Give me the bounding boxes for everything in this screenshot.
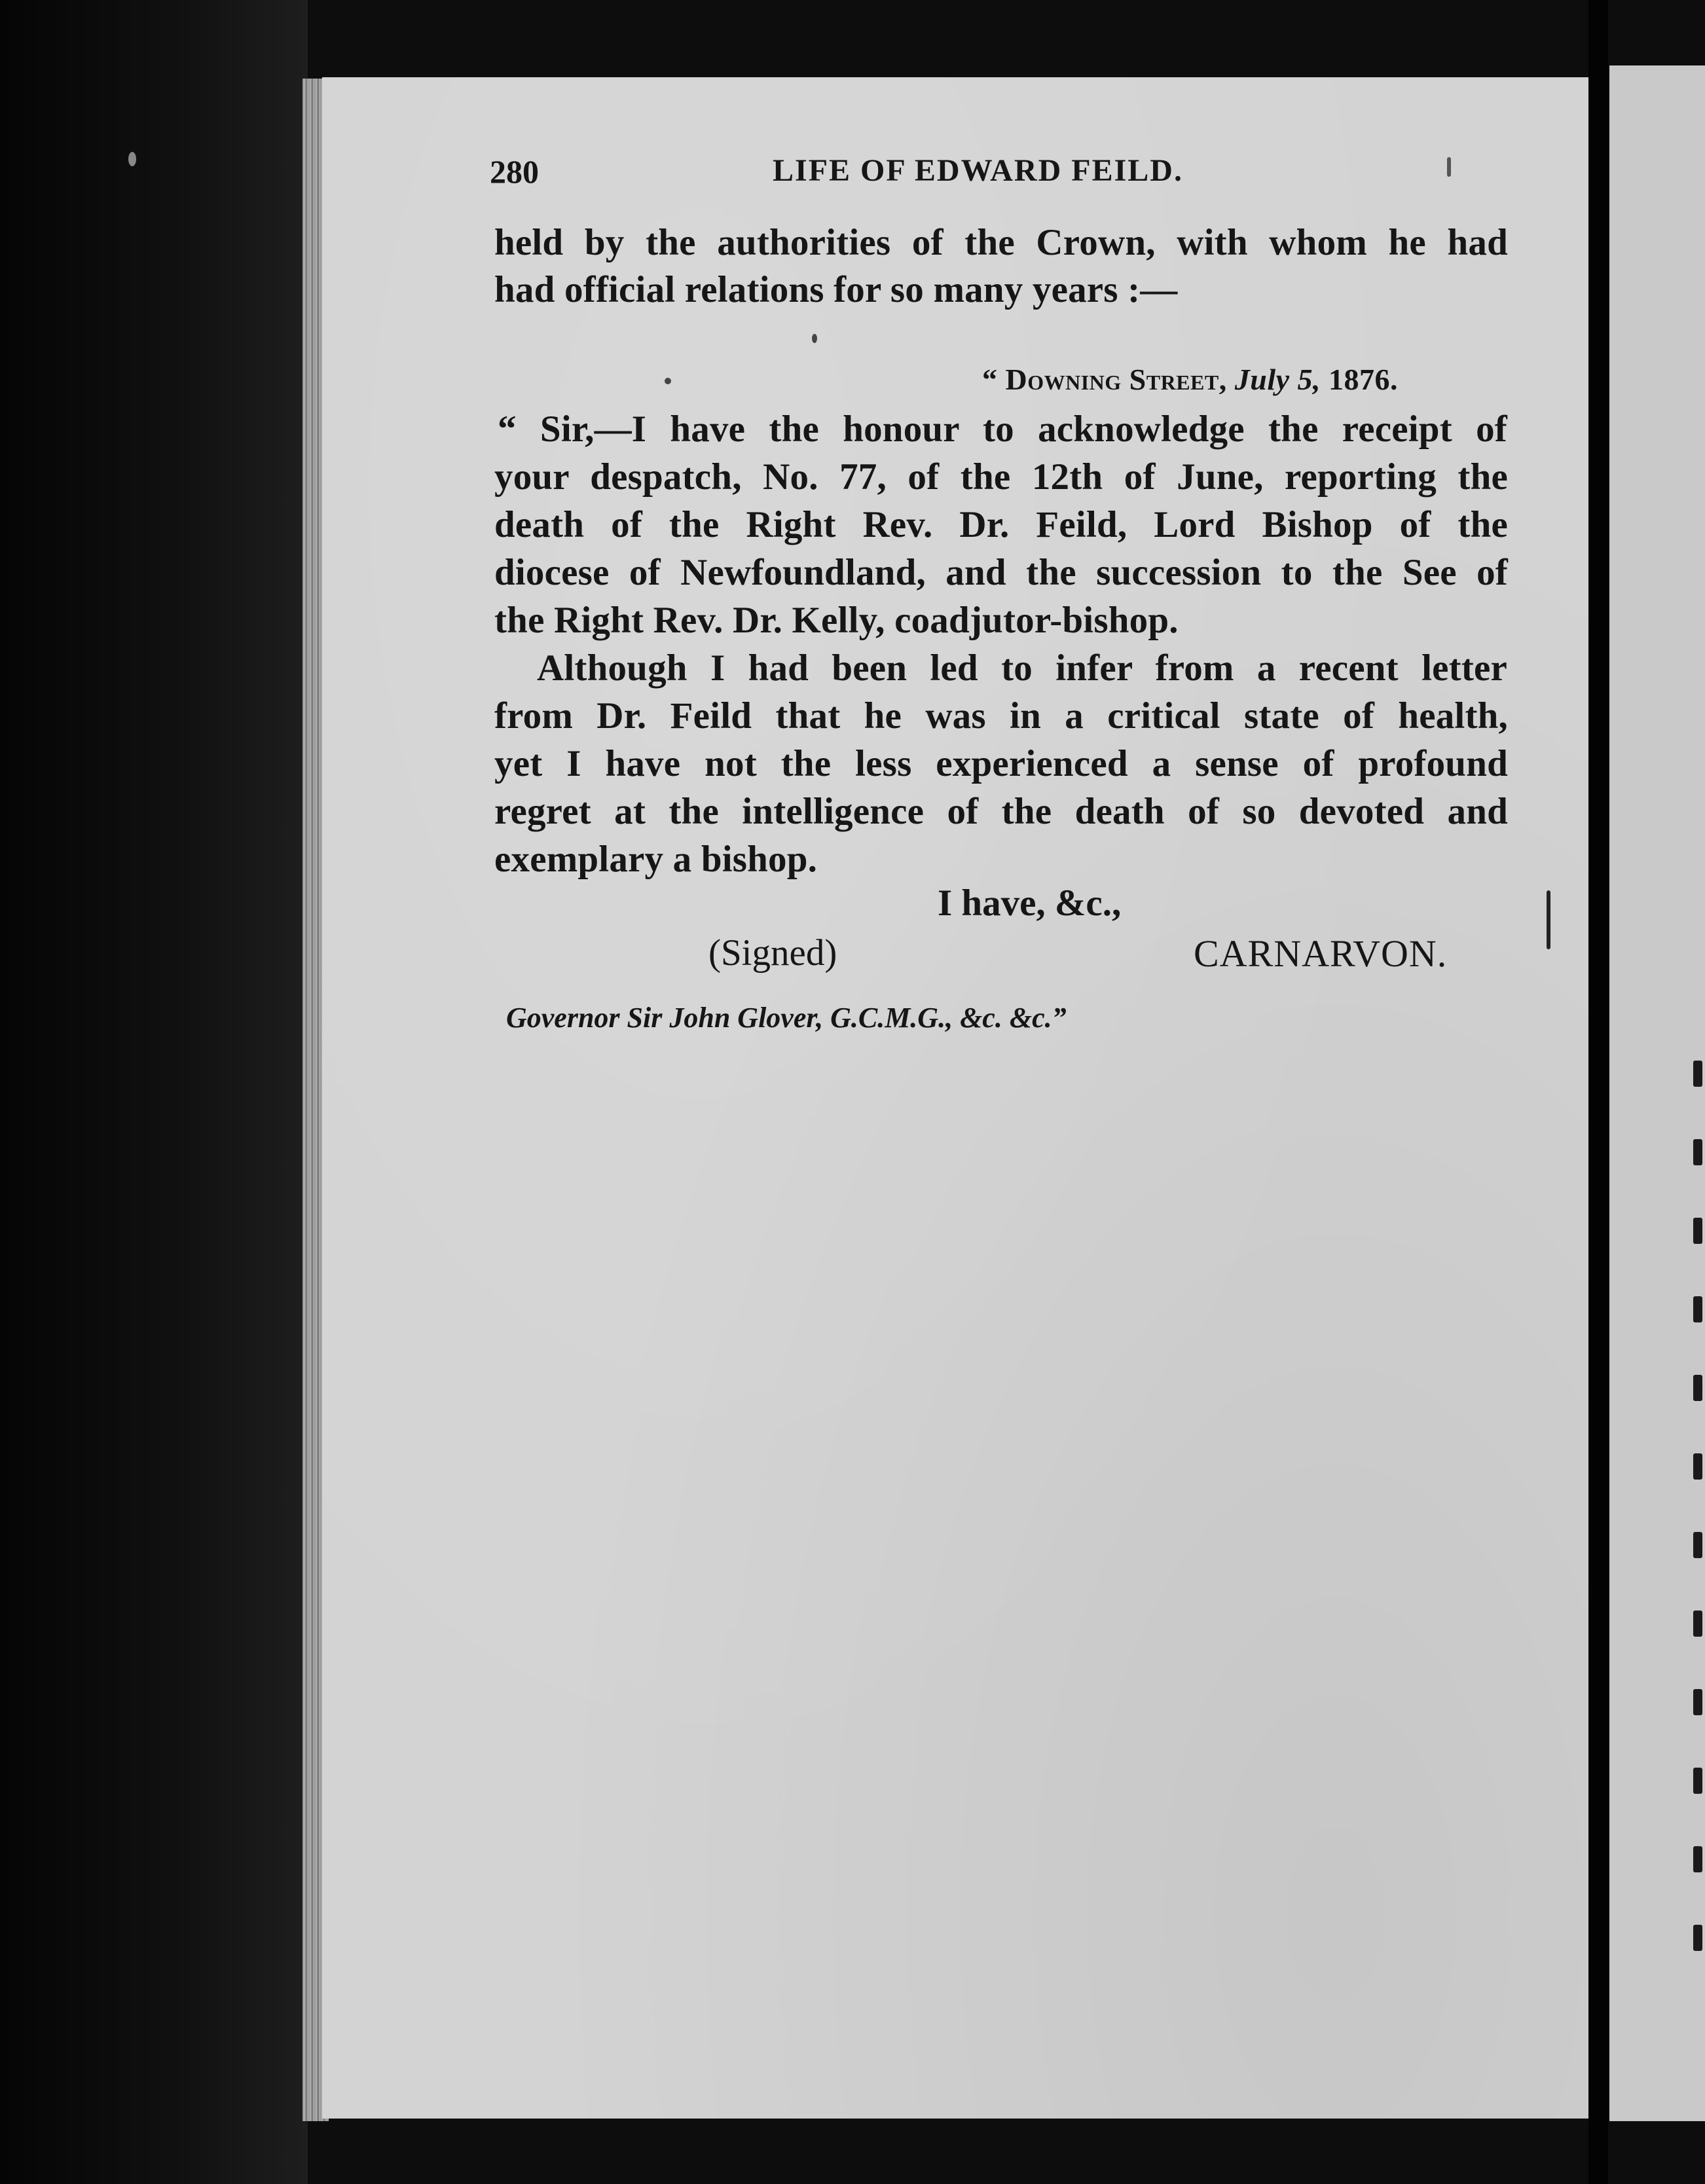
scan-speck xyxy=(1447,157,1451,177)
letter-line: diocese of Newfoundland, and the succession to the See of xyxy=(494,552,1508,593)
adjacent-page-mark xyxy=(1693,1375,1702,1401)
scan-speck xyxy=(812,334,817,343)
letter-line: “ Sir,—I have the honour to acknowledge the receipt of xyxy=(498,409,1507,450)
adjacent-page-mark xyxy=(1693,1768,1702,1794)
scan-speck xyxy=(665,378,671,384)
book-page xyxy=(322,77,1588,2119)
letter-line: regret at the intelligence of the death of so devoted and xyxy=(494,791,1508,832)
signed-label: (Signed) xyxy=(708,932,837,974)
scan-speck xyxy=(128,152,136,166)
letter-closing: I have, &c., xyxy=(938,883,1122,924)
adjacent-page-mark xyxy=(1693,1925,1702,1951)
page-number: 280 xyxy=(490,153,539,190)
adjacent-page-mark xyxy=(1693,1689,1702,1715)
adjacent-page-mark xyxy=(1693,1846,1702,1872)
adjacent-page-mark xyxy=(1693,1453,1702,1480)
letter-line: the Right Rev. Dr. Kelly, coadjutor-bishop. xyxy=(494,600,1179,641)
running-head: LIFE OF EDWARD FEILD. xyxy=(773,153,1183,188)
adjacent-page-mark xyxy=(1693,1061,1702,1087)
adjacent-page-mark xyxy=(1693,1218,1702,1244)
body-line: had official relations for so many years :— xyxy=(494,269,1178,310)
letter-line: yet I have not the less experienced a sense of profound xyxy=(494,743,1508,784)
addressee: Governor Sir John Glover, G.C.M.G., &c. &c.” xyxy=(506,1002,1067,1034)
scan-speck xyxy=(1547,890,1550,949)
body-line: held by the authorities of the Crown, with whom he had xyxy=(494,222,1508,263)
adjacent-page-mark xyxy=(1693,1611,1702,1637)
dateline-year: 1876. xyxy=(1329,363,1399,396)
letter-dateline xyxy=(982,362,1398,397)
adjacent-page-edge xyxy=(1609,65,1705,2121)
adjacent-page-mark xyxy=(1693,1139,1702,1165)
book-gutter xyxy=(1588,0,1608,2184)
dateline-date: July 5, xyxy=(1234,363,1321,396)
adjacent-page-mark xyxy=(1693,1532,1702,1558)
scan-dark-margin xyxy=(0,0,308,2184)
letter-line: exemplary a bishop. xyxy=(494,839,818,880)
dateline-place: “ Downing Street, xyxy=(982,363,1227,396)
letter-line: death of the Right Rev. Dr. Feild, Lord Bishop of the xyxy=(494,504,1508,545)
letter-line: Although I had been led to infer from a recent letter xyxy=(537,647,1507,689)
letter-line: from Dr. Feild that he was in a critical state of health, xyxy=(494,695,1508,737)
letter-line: your despatch, No. 77, of the 12th of June, reporting the xyxy=(494,456,1508,498)
signature: CARNARVON. xyxy=(1194,932,1448,975)
adjacent-page-mark xyxy=(1693,1296,1702,1322)
